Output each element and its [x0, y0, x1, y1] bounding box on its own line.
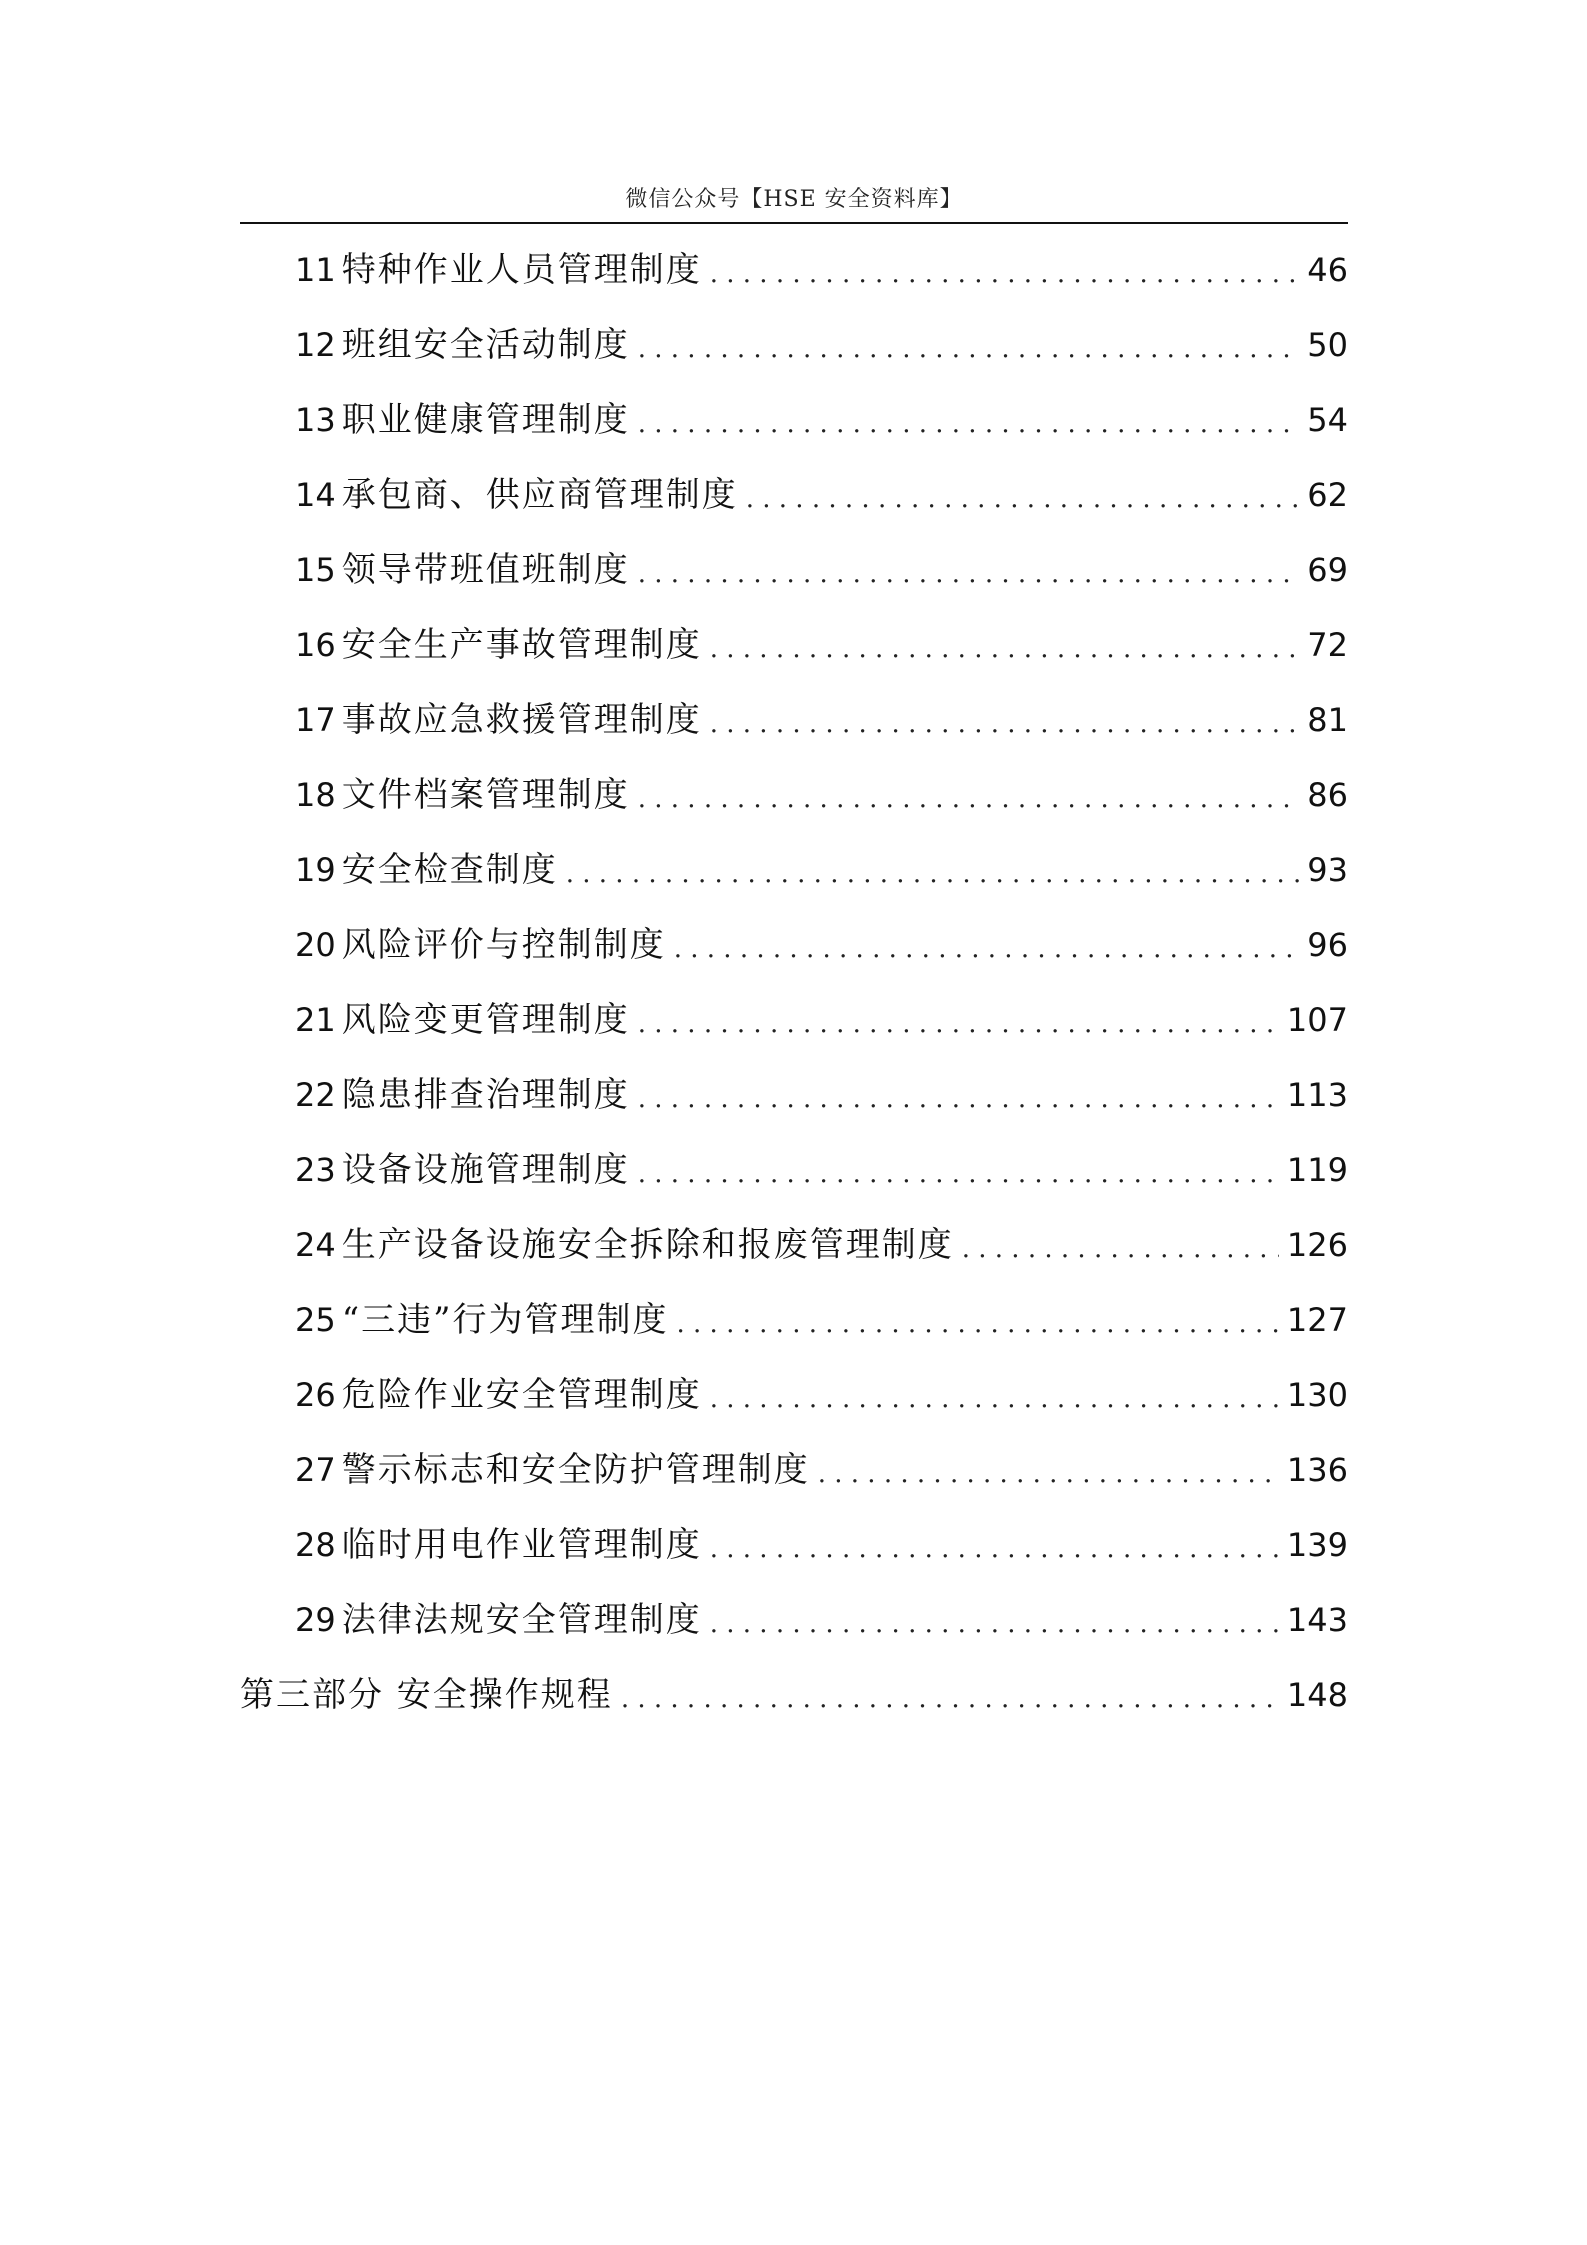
page-header: 微信公众号【HSE 安全资料库】 [625, 187, 963, 212]
toc-entry-page: 93 [1307, 851, 1348, 889]
toc-entry[interactable] [295, 1140, 1348, 1200]
toc-dot-leader [710, 244, 1300, 304]
toc-entry[interactable] [295, 690, 1348, 750]
toc-entry-number: 14 [295, 476, 336, 514]
toc-entry-title: “三违”行为管理制度 [341, 1300, 669, 1340]
toc-entry[interactable] [295, 240, 1348, 300]
toc-entry-page: 143 [1286, 1601, 1348, 1639]
toc-entry-number: 25 [295, 1301, 336, 1339]
toc-dot-leader [710, 1594, 1279, 1654]
toc-entry-number: 22 [295, 1076, 336, 1114]
toc-entry-number: 23 [295, 1151, 336, 1189]
toc-entry-title: 文件档案管理制度 [341, 775, 630, 815]
header-divider [240, 222, 1348, 224]
toc-entry-number: 27 [295, 1451, 336, 1489]
toc-entry-title: 职业健康管理制度 [341, 400, 630, 440]
toc-entry[interactable] [295, 465, 1348, 525]
toc-entry-number: 26 [295, 1376, 336, 1414]
toc-entry-title: 承包商、供应商管理制度 [341, 475, 738, 515]
toc-entry-number: 12 [295, 326, 336, 364]
toc-entry-number: 19 [295, 851, 336, 889]
toc-entry-page: 113 [1286, 1076, 1348, 1114]
toc-entry-number: 21 [295, 1001, 336, 1039]
toc-entry-page: 148 [1286, 1676, 1348, 1714]
toc-entry-page: 96 [1307, 926, 1348, 964]
toc-entry-title: 临时用电作业管理制度 [341, 1525, 702, 1565]
toc-entry-title: 生产设备设施安全拆除和报废管理制度 [341, 1225, 954, 1265]
toc-entry-page: 54 [1307, 401, 1348, 439]
toc-entry-page: 69 [1307, 551, 1348, 589]
toc-entry[interactable] [295, 840, 1348, 900]
toc-entry[interactable] [295, 390, 1348, 450]
toc-entry-page: 72 [1307, 626, 1348, 664]
toc-entry-number: 16 [295, 626, 336, 664]
toc-dot-leader [676, 1294, 1278, 1354]
toc-entry-title: 设备设施管理制度 [341, 1150, 630, 1190]
toc-entry-title: 法律法规安全管理制度 [341, 1600, 702, 1640]
toc-entry-title: 第三部分 安全操作规程 [240, 1675, 613, 1715]
toc-entry-page: 136 [1286, 1451, 1348, 1489]
toc-entry[interactable] [295, 765, 1348, 825]
toc-entry-title: 事故应急救援管理制度 [341, 700, 702, 740]
toc-dot-leader [710, 1369, 1279, 1429]
toc-entry[interactable] [295, 1290, 1348, 1350]
toc-dot-leader [710, 694, 1300, 754]
toc-entry[interactable] [295, 1515, 1348, 1575]
toc-dot-leader [638, 394, 1300, 454]
toc-dot-leader [674, 919, 1300, 979]
toc-entry-number: 17 [295, 701, 336, 739]
toc-entry-title: 领导带班值班制度 [341, 550, 630, 590]
toc-entry-page: 130 [1286, 1376, 1348, 1414]
toc-dot-leader [710, 619, 1300, 679]
toc-dot-leader [638, 994, 1279, 1054]
toc-dot-leader [566, 844, 1300, 904]
toc-entry-number: 15 [295, 551, 336, 589]
toc-dot-leader [746, 469, 1300, 529]
toc-entry[interactable] [295, 540, 1348, 600]
toc-entry-title: 风险评价与控制制度 [341, 925, 666, 965]
toc-entry-page: 139 [1286, 1526, 1348, 1564]
toc-entry-page: 62 [1307, 476, 1348, 514]
toc-entry[interactable] [295, 615, 1348, 675]
toc-entry-title: 特种作业人员管理制度 [341, 250, 702, 290]
toc-dot-leader [638, 544, 1300, 604]
toc-entry[interactable] [295, 915, 1348, 975]
toc-entry[interactable] [295, 1065, 1348, 1125]
toc-entry-number: 28 [295, 1526, 336, 1564]
toc-entry-title: 危险作业安全管理制度 [341, 1375, 702, 1415]
toc-entry-page: 119 [1286, 1151, 1348, 1189]
toc-entry-page: 50 [1307, 326, 1348, 364]
toc-entry-page: 46 [1307, 251, 1348, 289]
toc-dot-leader [638, 319, 1300, 379]
toc-dot-leader [621, 1669, 1279, 1729]
toc-entry-number: 20 [295, 926, 336, 964]
toc-entry[interactable] [295, 1590, 1348, 1650]
toc-entry-title: 班组安全活动制度 [341, 325, 630, 365]
toc-dot-leader [638, 769, 1300, 829]
toc-entry-number: 13 [295, 401, 336, 439]
toc-entry-number: 24 [295, 1226, 336, 1264]
toc-entry-title: 风险变更管理制度 [341, 1000, 630, 1040]
toc-entry-page: 127 [1286, 1301, 1348, 1339]
toc-entry[interactable] [295, 1365, 1348, 1425]
toc-part-entry[interactable] [240, 1665, 1348, 1725]
toc-entry-title: 隐患排查治理制度 [341, 1075, 630, 1115]
toc-entry-page: 107 [1286, 1001, 1348, 1039]
toc-dot-leader [710, 1519, 1279, 1579]
toc-entry-page: 126 [1286, 1226, 1348, 1264]
toc-entry-page: 86 [1307, 776, 1348, 814]
toc-entry-title: 安全生产事故管理制度 [341, 625, 702, 665]
toc-entry-title: 安全检查制度 [341, 850, 558, 890]
toc-entry[interactable] [295, 1440, 1348, 1500]
toc-entry-number: 18 [295, 776, 336, 814]
toc-entry-number: 11 [295, 251, 336, 289]
toc-entry[interactable] [295, 315, 1348, 375]
toc-entry-title: 警示标志和安全防护管理制度 [341, 1450, 810, 1490]
toc-dot-leader [638, 1069, 1279, 1129]
toc-entry[interactable] [295, 990, 1348, 1050]
toc-entry[interactable] [295, 1215, 1348, 1275]
toc-dot-leader [962, 1219, 1279, 1279]
toc-entry-page: 81 [1307, 701, 1348, 739]
toc-dot-leader [638, 1144, 1279, 1204]
toc-entry-number: 29 [295, 1601, 336, 1639]
toc-dot-leader [818, 1444, 1279, 1504]
